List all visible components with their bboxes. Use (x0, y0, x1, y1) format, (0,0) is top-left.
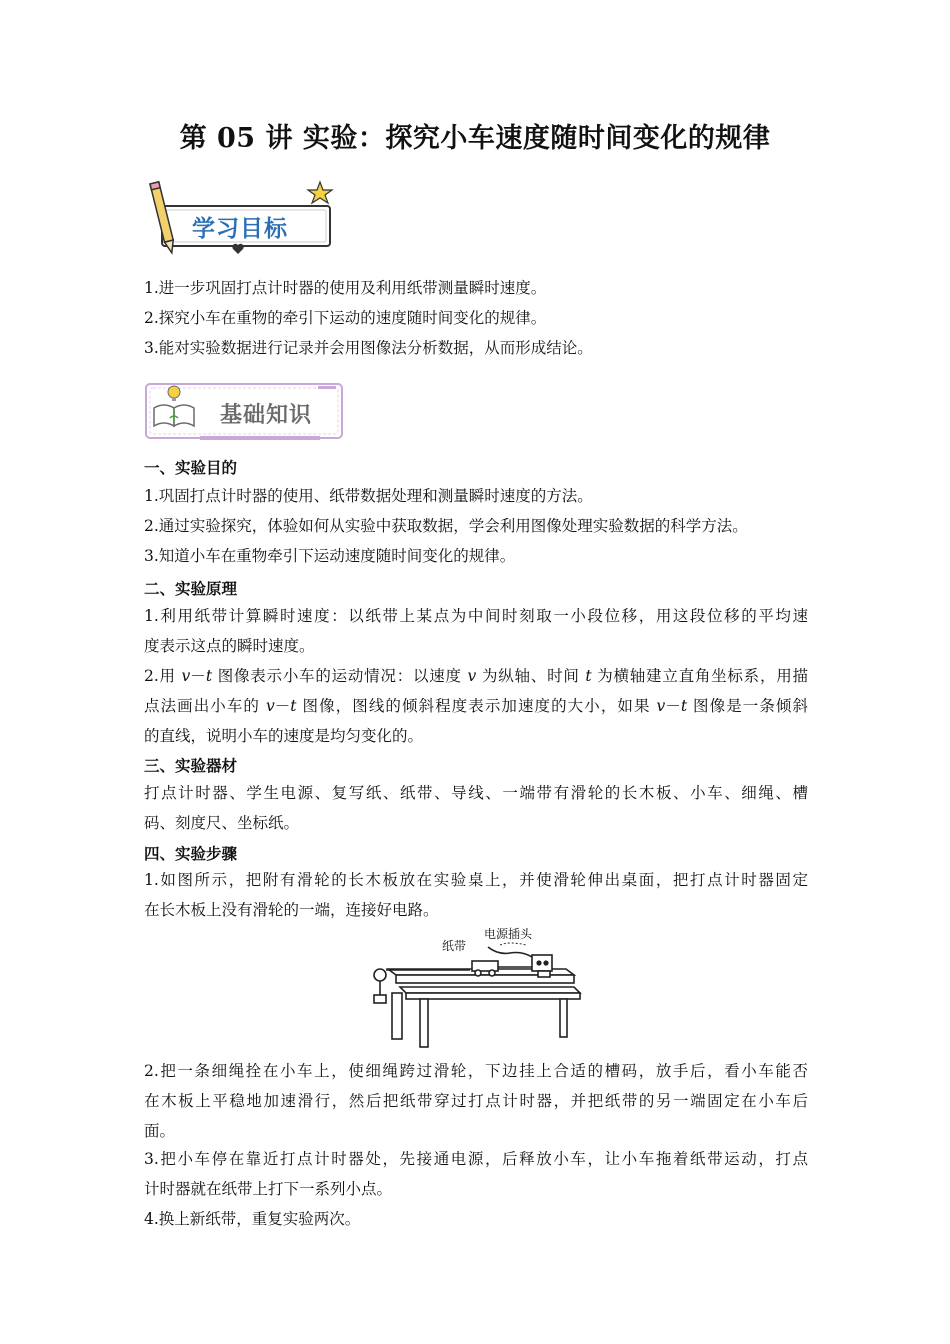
principle-text (144, 601, 808, 751)
principle-2-line2: 点法画出小车的 v－t 图像，图线的倾斜程度表示加速度的大小，如果 v－t 图像是一条倾斜 (144, 697, 808, 715)
star-icon (308, 182, 332, 203)
banner-basic-knowledge (142, 378, 348, 448)
step-1-line2: 在长木板上没有滑轮的一端，连接好电路。 (144, 901, 439, 919)
objectives-list (144, 273, 808, 363)
step-2-line2: 在木板上平稳地加速滑行，然后把纸带穿过打点计时器，并把纸带的另一端固定在小车后 (144, 1092, 808, 1110)
heading-experiment-purpose: 一、实验目的 (144, 459, 238, 477)
principle-1-line2: 度表示这点的瞬时速度。 (144, 637, 315, 655)
heading-experiment-equipment: 三、实验器材 (144, 757, 238, 775)
principle-2-line1: 2.用 v－t 图像表示小车的运动情况：以速度 v 为纵轴、时间 t 为横轴建立直角坐标系，用描 (144, 667, 808, 685)
purpose-2: 2.通过实验探究，体验如何从实验中获取数据，学会利用图像处理实验数据的科学方法。 (144, 517, 748, 535)
step-1 (144, 865, 808, 925)
principle-1-line1: 1.利用纸带计算瞬时速度：以纸带上某点为中间时刻取一小段位移，用这段位移的平均速 (144, 607, 808, 625)
step-3-line2: 计时器就在纸带上打下一系列小点。 (144, 1180, 393, 1198)
step-2-line1: 2.把一条细绳拴在小车上，使细绳跨过滑轮，下边挂上合适的槽码，放手后，看小车能否 (144, 1062, 808, 1080)
objective-1: 1.进一步巩固打点计时器的使用及利用纸带测量瞬时速度。 (144, 279, 547, 297)
purpose-3: 3.知道小车在重物牵引下运动速度随时间变化的规律。 (144, 547, 516, 565)
step-4 (144, 1204, 808, 1234)
step-3 (144, 1144, 808, 1204)
heading-experiment-steps: 四、实验步骤 (144, 845, 238, 863)
step-2-line3: 面。 (144, 1122, 176, 1140)
principle-2-line3: 的直线，说明小车的速度是均匀变化的。 (144, 727, 424, 745)
banner-learning-goals-label: 学习目标 (192, 216, 288, 242)
apparatus-figure (360, 925, 582, 1050)
purpose-1: 1.巩固打点计时器的使用、纸带数据处理和测量瞬时速度的方法。 (144, 487, 593, 505)
step-4-line1: 4.换上新纸带，重复实验两次。 (144, 1210, 361, 1228)
step-3-line1: 3.把小车停在靠近打点计时器处，先接通电源，后释放小车，让小车拖着纸带运动，打点 (144, 1150, 808, 1168)
objective-2: 2.探究小车在重物的牵引下运动的速度随时间变化的规律。 (144, 309, 547, 327)
step-1-line1: 1.如图所示，把附有滑轮的长木板放在实验桌上，并使滑轮伸出桌面，把打点计时器固定 (144, 871, 808, 889)
book-icon (154, 405, 194, 426)
page-title: 第 05 讲 实验：探究小车速度随时间变化的规律 (179, 123, 771, 154)
equipment-line1: 打点计时器、学生电源、复写纸、纸带、导线、一端带有滑轮的长木板、小车、细绳、槽 (144, 784, 808, 802)
banner-learning-goals (140, 176, 340, 260)
apparatus-drawing (360, 925, 582, 1050)
step-2 (144, 1056, 808, 1146)
heading-experiment-principle: 二、实验原理 (144, 580, 238, 598)
label-paper-tape: 纸带 (442, 939, 467, 953)
label-power-plug: 电源插头 (484, 927, 533, 941)
objective-3: 3.能对实验数据进行记录并会用图像法分析数据，从而形成结论。 (144, 339, 593, 357)
equipment-line2: 码、刻度尺、坐标纸。 (144, 814, 300, 832)
heart-icon (232, 244, 243, 254)
purpose-list (144, 481, 808, 571)
equipment-text (144, 778, 808, 838)
banner-basic-knowledge-label: 基础知识 (220, 403, 313, 428)
